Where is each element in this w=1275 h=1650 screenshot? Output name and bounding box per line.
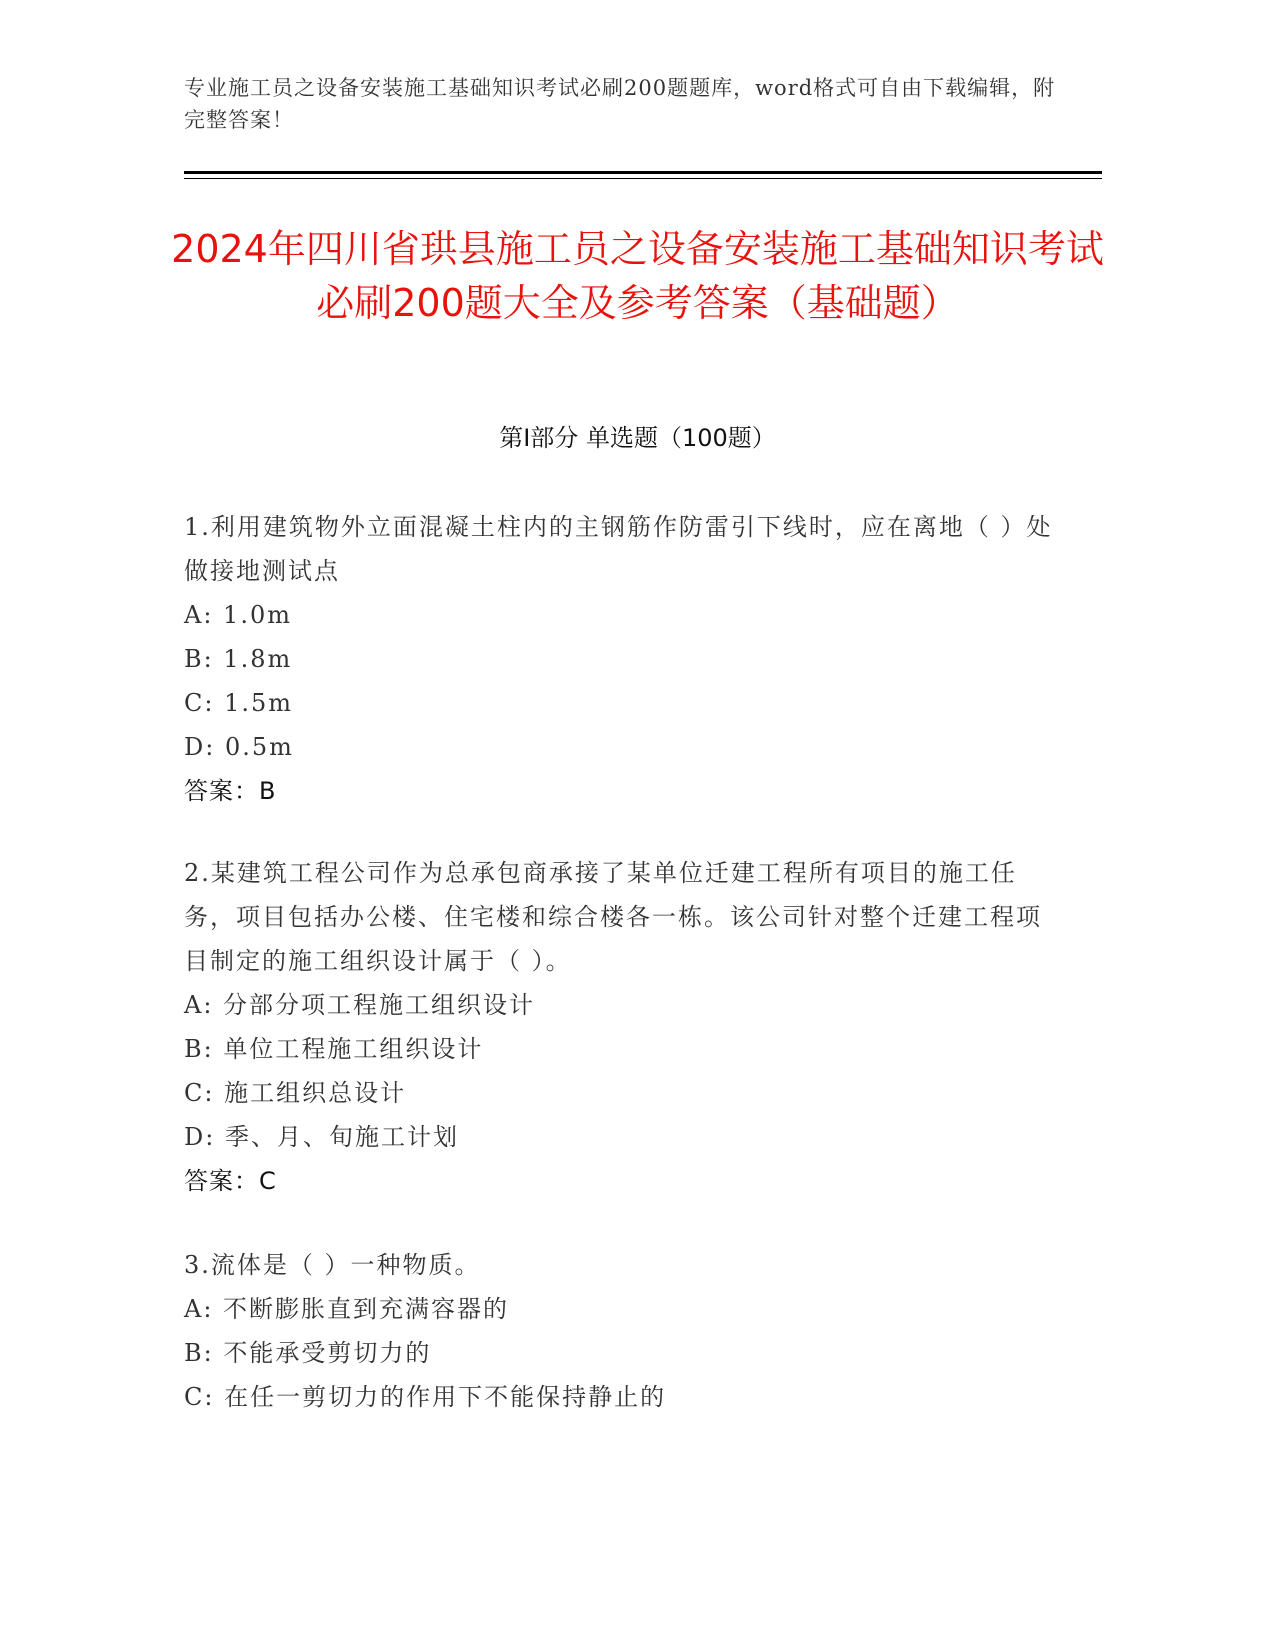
option-d: D: 季、月、旬施工计划 — [184, 1123, 459, 1151]
option-a: A: 分部分项工程施工组织设计 — [184, 991, 536, 1019]
option-c: C: 1.5m — [184, 689, 294, 717]
option-b: B: 单位工程施工组织设计 — [184, 1035, 484, 1063]
question-block — [184, 851, 1064, 1203]
header-divider-thin — [184, 178, 1102, 179]
question-block — [184, 1243, 1064, 1419]
section-heading: 第Ⅰ部分 单选题（100题） — [499, 424, 776, 452]
option-c: C: 在任一剪切力的作用下不能保持静止的 — [184, 1383, 667, 1411]
option-a: A: 1.0m — [184, 601, 292, 629]
question-block — [184, 505, 1064, 813]
option-d: D: 0.5m — [184, 733, 294, 761]
question-stem: 1.利用建筑物外立面混凝土柱内的主钢筋作防雷引下线时，应在离地（ ）处做接地测试点 — [184, 513, 1053, 585]
question-stem: 3.流体是（ ）一种物质。 — [184, 1251, 481, 1279]
question-stem: 2.某建筑工程公司作为总承包商承接了某单位迁建工程所有项目的施工任务，项目包括办公楼、住宅楼和综合楼各一栋。该公司针对整个迁建工程项目制定的施工组织设计属于（ ）。 — [184, 859, 1042, 975]
header-note: 专业施工员之设备安装施工基础知识考试必刷200题题库，word格式可自由下载编辑，附完整答案！ — [184, 76, 1056, 132]
document-title: 2024年四川省珙县施工员之设备安装施工基础知识考试必刷200题大全及参考答案（基础题） — [171, 227, 1104, 325]
header-divider-thick — [184, 171, 1102, 174]
answer-line: 答案：B — [184, 777, 277, 805]
option-b: B: 不能承受剪切力的 — [184, 1339, 432, 1367]
option-c: C: 施工组织总设计 — [184, 1079, 407, 1107]
answer-line: 答案：C — [184, 1167, 277, 1195]
option-a: A: 不断膨胀直到充满容器的 — [184, 1295, 510, 1323]
option-b: B: 1.8m — [184, 645, 293, 673]
